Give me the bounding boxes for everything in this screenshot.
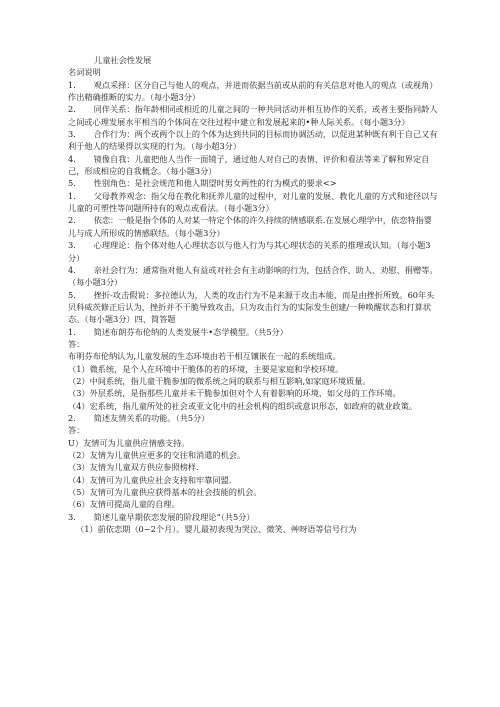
text-line: （6）友情可提高儿童的自理。 [68,499,180,510]
text-line: （3）友情为儿童双方供应参照榜样. [68,462,199,473]
document-body [68,66,438,535]
text-line: 1． 父母教养观念：指父母在教化和抚养儿童的过程中，对儿童的发展、教化儿童的方式和途径以与儿童的可塑性等问题所持有的观点或看法。（每小题3分） [68,190,438,214]
text-line: （5）友情可为儿童供应获得基本的社会技能的机会。 [68,487,262,498]
text-line: 1． 观点采择：区分自己与他人的观点，并进而依据当前或从前的有关信息对他人的观点（或视角）作出精确推断的实力。（每小题3分） [68,79,438,103]
text-line: 名词说明 [68,67,101,78]
text-line: U）友情可为儿童供应情感支持。 [68,437,190,448]
document-title: 儿童社会性发展 [94,55,152,65]
text-line: 3． 心理理论：指个体对他人心理状态以与他人行为与其心理状态的关系的推理或认知。（每小题3分） [68,240,431,263]
text-line: 答： [68,425,85,436]
text-line: （2）中间系统，指儿童干脆参加的微系统之间的联系与相互影响,如家庭环境质量。 [68,375,371,386]
text-line: 4． 镜像自我：儿童把他人当作一面镜子，通过他人对自己的表情、评价和看法等来了解和界定自己，形成相应的自我概念。（每小题3分） [68,153,430,177]
text-line: 3． 合作行为：两个或两个以上的个体为达到共同的目标而协调活动，以促进某种既有利于自己又有利于他人的结果得以实现的行为。（每小超3分） [68,129,438,152]
text-line: （1）微系统，是个人在环境中干脆体的若的环境，主要是家庭和学校环境。 [68,363,344,374]
text-line: （4）宏系统，指儿童所处的社会或亚文化中的社会机构的组织或意识形态，如政府的就业政策。 [68,400,418,411]
text-line: 答： [68,338,85,349]
text-line: （1）前依恋期（0~2个月）。婴儿最初表现为哭泣、微笑、艸呀语等信号行为 [76,524,357,535]
text-line: 5． 挫折-攻击假说：多拉德认为，人类的攻击行为不是来源于攻击本能，而是由挫折所致。60年头贝科威茨修正后认为，挫折并不干脆导致攻击，只为攻击行为的实际发生创建/一种唤醒状态和打算状态。（每小题3分）四、简答题 [68,289,435,325]
text-line: 5． 性别角色：是社会规范和他人期望时男女两性的行为模式的要求<> [68,178,337,189]
text-line: （4）友情可为儿童供应社会支持和牢靠同盟. [68,474,232,485]
text-line: 3． 简述儿童早期依恋发展的阶段理论“（共5分） [68,511,255,522]
text-line: 2． 同伴关系：指年龄相同或相近的儿童之间的一种共同活动并相互协作的关系，或者主要指同龄人之间或心理发展水平相当的个体间在交往过程中建立和发展起来的•种人际关系。（每小题3分） [68,104,438,127]
text-line: 2． 简述友情关系的功能。（共5分） [68,412,210,423]
text-line: 布明芬布伦纳认为,儿童发展的生态环境由若干相互镶嵌在一起的系统组成。 [68,351,341,362]
text-line: 2． 依恋：一般是指个体的人对某一特定个体的许久持续的情感联系.在发展心理学中，依恋特指婴儿与成人所形成的情感联结。（每小题3分） [68,215,432,238]
text-line: （3）外层系统，是指那些儿童并未干脆参加但对个人有着影响的环境，如父母的工作环境。 [68,388,401,399]
text-line: 1． 简述布朗芬布伦纳的人类发展牛•态学模型。（共5分） [68,326,288,337]
text-line: （2）友情为儿童供应更多的交往和消遣的机会。 [68,450,246,460]
text-line: 4． 亲社会行为：通常指对他人有益或对社会有主动影响的行为，包括合作、助人、劝慰、捐赠等。（每小题3分） [68,264,438,288]
